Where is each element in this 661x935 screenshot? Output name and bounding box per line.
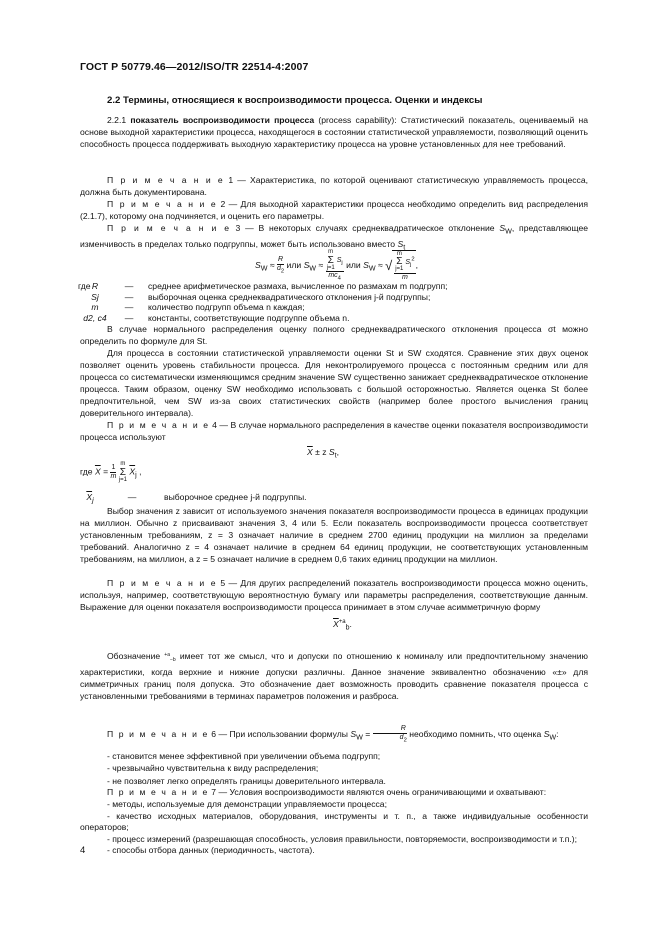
- sqrt-content: [392, 250, 415, 282]
- glossary-desc: выборочная оценка среднеквадратического отклонения j-й подгруппы;: [148, 291, 431, 302]
- den-sub: 4: [337, 275, 341, 282]
- note-1-text: 1 — Характеристика, по которой оценивают статистическую управляемость процесса, должна быть документирована.: [80, 175, 588, 197]
- note-2: [80, 199, 588, 223]
- minus-b: −b: [169, 657, 176, 664]
- note-5: [80, 578, 588, 614]
- list-item: - становится менее эффективной при увеличении объема подгрупп;: [107, 751, 381, 761]
- sum-bottom: j=1: [395, 266, 404, 273]
- note-label: П р и м е ч а н и е: [107, 199, 218, 209]
- xj-desc: выборочное среднее j-й подгруппы.: [164, 492, 307, 502]
- plus-a: +a: [164, 652, 170, 658]
- note-6-text-b: необходимо помнить, что оценка: [406, 728, 544, 739]
- paragraph-z-choice: Выбор значения z зависит от используемого значения показателя воспроизводимости процесса в единицах продукции на миллион. Обычно z присваивают значения 3, 4 или 5. Если показатель воспроизводимости процесса соответствует установленным требованиям, z = 3 означает наличие в среднем 2700 единиц продукции на миллион за пределами требований. Аналогично z = 4 означает наличие в среднем 64 единиц продукции, не соответствующих установленным требованиям, на миллион, а z = 5 означает наличие в среднем 0,6 таких единиц продукции на миллион.: [80, 506, 588, 564]
- approx: ≈: [318, 259, 324, 270]
- glossary-row: где R — среднее арифметическое размаха, вычисленное по размахам m подгрупп;: [78, 281, 448, 291]
- page-number: 4: [80, 845, 86, 856]
- glossary-term: R: [91, 281, 99, 291]
- xj-sub: j: [135, 470, 137, 479]
- sum: m Σ j=1: [326, 249, 335, 271]
- fraction-r-d2: [277, 256, 284, 275]
- xj-sub: j: [92, 496, 94, 505]
- glossary-desc: константы, соответствующие подгруппе объема n.: [148, 312, 350, 323]
- sym: S: [255, 259, 261, 270]
- sum: m Σ j=1: [118, 461, 127, 483]
- sj: S: [336, 256, 342, 264]
- note-3-text-a: 3 — В некоторых случаях среднеквадратическое отклонение: [230, 223, 500, 233]
- definition-english: (process capability): [318, 115, 395, 125]
- glossary-desc: количество подгрупп объема n каждая;: [148, 302, 305, 312]
- den: d: [277, 265, 281, 272]
- den: d: [399, 734, 404, 741]
- list-item: - процесс измерений (разрешающая способность, условия правильности, повторяемости, воспроизводимости и т.п.);: [107, 833, 578, 844]
- asymmetric-formula: $\overline{X}^{+a}_b$.: [333, 619, 352, 632]
- glossary-row: m — количество подгрупп объема n каждая;: [80, 302, 448, 313]
- sym-w-sub: W: [505, 227, 512, 236]
- list-note-7: [80, 799, 588, 857]
- den-sub: 2: [280, 268, 285, 275]
- xj: $\overline{X}$: [129, 466, 136, 477]
- sum: m Σ j=1: [395, 250, 404, 273]
- note-label: П р и м е ч а н и е: [107, 787, 209, 797]
- minus-b: b: [345, 624, 350, 632]
- sum-bottom: j=1: [326, 264, 335, 271]
- notation-post: имеет тот же смысл, что и допуски по отношению к номиналу или предпочтительному значению характеристики, когда верхние и нижние допуски различны. Данное значение эквивалентно обозначению «±» для симметричных границ поля допуска. Это обозначение дает возможность проводить сравнение показателя процесса с установленными требованиями в терминах параметров положения и разброса.: [80, 651, 588, 701]
- note-7: [80, 787, 588, 799]
- sym: S: [303, 259, 310, 270]
- plus-a: +a: [338, 619, 346, 626]
- list-item: - способы отбора данных (периодичность, частота).: [107, 845, 315, 856]
- xbar: $\overline{X}$: [94, 466, 101, 477]
- sw: S: [543, 728, 550, 739]
- den: c: [334, 272, 338, 279]
- sym: W: [309, 264, 317, 273]
- sw: S: [350, 728, 357, 739]
- glossary-term: d2, c4: [83, 312, 107, 323]
- list-item: - методы, используемые для демонстрации управляемости процесса;: [107, 799, 387, 809]
- sym-sw: S: [499, 223, 506, 233]
- sq: 2: [411, 256, 415, 263]
- sj-sub: j: [341, 260, 343, 267]
- sum-top: m: [120, 461, 126, 467]
- definition-number: 2.2.1: [107, 115, 127, 125]
- fraction-sum-sj: [326, 249, 344, 282]
- xbar: $\overline{X}$: [333, 619, 339, 629]
- section-title: 2.2 Термины, относящиеся к воспроизводимости процесса. Оценки и индексы: [107, 95, 483, 106]
- list-note-6: [80, 750, 588, 787]
- note-label: П р и м е ч а н и е: [107, 420, 210, 430]
- den: m: [328, 272, 335, 279]
- definition-paragraph: [80, 115, 588, 151]
- sw-sub: W: [356, 733, 363, 742]
- list-item: - качество исходных материалов, оборудования, инструменты и т. п., а также индивидуальные особенности операторов;: [80, 810, 588, 833]
- st-sub: t: [334, 451, 337, 460]
- num: R: [400, 725, 406, 732]
- definition-term: показатель воспроизводимости процесса: [130, 115, 315, 125]
- approx: ≈: [269, 259, 275, 270]
- sj2-sub: j: [410, 261, 412, 268]
- or-word: или: [286, 259, 302, 270]
- glossary: [80, 281, 448, 323]
- or-word: или: [346, 259, 361, 270]
- den: m: [110, 472, 117, 480]
- note-2-text: 2 — Для выходной характеристики процесса необходимо определить вид распределения (2.1.7), которому она подчиняется, и оценить его параметры.: [80, 199, 588, 221]
- note-label: П р и м е ч а н и е: [107, 175, 225, 185]
- sym: W: [368, 264, 376, 273]
- xj: $\overline{X}$: [86, 492, 93, 502]
- xj-glossary: [80, 492, 307, 506]
- sum-top: m: [396, 250, 402, 257]
- num: 1: [111, 463, 116, 471]
- note-3-text-b: , представляющее изменчивость в пределах только подгруппы, может быть использовано вместо: [80, 223, 589, 249]
- note-label: П р и м е ч а н и е: [107, 728, 209, 739]
- glossary-desc: среднее арифметическое размаха, вычисленное по размахам m подгрупп;: [148, 281, 448, 291]
- paragraph-notation: [80, 650, 588, 703]
- sym: W: [260, 264, 268, 273]
- note-5-text: 5 — Для других распределений показатель воспроизводимости процесса можно оценить, используя, например, соответствующую вероятностную бумагу или параметры распределения, соответствующие данным. Выражение для оценки показателя воспроизводимости процесса принимает в этом случае асимметричную форму: [80, 578, 588, 612]
- list-item: - чрезвычайно чувствительна к виду распределения;: [107, 763, 319, 774]
- glossary-row: d2, c4 — константы, соответствующие подгруппе объема n.: [80, 313, 448, 324]
- glossary-term: m: [91, 302, 99, 312]
- sum-bottom: j=1: [118, 476, 127, 483]
- fraction-1-m: [110, 464, 116, 481]
- paragraph-normal-sigma: В случае нормального распределения оценку полного среднеквадратического отклонения процесса σt можно определить по формуле для St.: [80, 324, 588, 346]
- capability-formula: $\overline{X} \pm z$ $S_t$,: [307, 447, 340, 460]
- sw-sub: W: [549, 733, 557, 742]
- note-1: [80, 175, 588, 199]
- xbar-definition: где $\overline{X}$ = $\frac{1}{m}$ m Σ j=1 $\overline{X}_j$ ,: [80, 461, 142, 483]
- xbar: $\overline{X}$: [307, 447, 313, 457]
- sym-st: S: [397, 238, 404, 249]
- glossary-row: Sj — выборочная оценка среднеквадратического отклонения j-й подгруппы;: [80, 292, 448, 303]
- sum-top: m: [328, 249, 334, 255]
- definition-text: : Статистический показатель, оцениваемый на основе выходной характеристики процесса, находящегося в состоянии статистической управляемости, позволяющий оценить способность процесса поддерживать выходную характеристику процесса на уровне установленных для нее требований.: [80, 115, 588, 149]
- note-label: П р и м е ч а н и е: [107, 223, 231, 233]
- note-6-text-a: 6 — При использовании формулы: [208, 728, 351, 739]
- sj2: S: [405, 258, 411, 266]
- fraction-sum-sj2: [394, 251, 415, 282]
- where-word: где: [80, 466, 93, 477]
- sw-formulas: $S_W$ ≈ $\frac{R}{d_2}$ или $S_W$ ≈ m Σ j=1 $S_j$ $mc_4$ или $S_W$ ≈ √ m Σ j=1 $S_j^2$ m ,: [255, 249, 418, 282]
- glossary-term: Sj: [91, 291, 99, 302]
- note-7-text: 7 — Условия воспроизводимости являются очень ограничивающими и охватывают:: [208, 787, 547, 797]
- list-item: - не позволяет легко определять границы доверительного интервала.: [107, 775, 386, 786]
- fraction-r-d2: [373, 725, 407, 744]
- notation-pre: Обозначение: [107, 651, 161, 661]
- paragraph-convergence: Для процесса в состоянии статистической управляемости оценки St и SW сходятся. Сравнение этих двух оценок позволяет оценить уровень стабильности процесса. Для неконтролируемого процесса с постоянным средним или для процесса со систематически изменяющимся средним значение SW существенно занижает среднеквадратическое отклонение процесса. Таким образом, оценку SW необходимо использовать с большой осторожностью. Является оценка St более предпочтительной, чем SW из-за своих статистических свойств (например более простого вычисления границ доверительного интервала).: [80, 348, 588, 418]
- note-4-text: 4 — В случае нормального распределения в качестве оценки показателя воспроизводимости процесса используют: [80, 420, 589, 442]
- approx: ≈: [377, 259, 383, 270]
- note-4: [80, 420, 588, 444]
- sym: S: [363, 259, 369, 270]
- den-sub: 2: [403, 737, 407, 744]
- sym-t-sub: t: [403, 243, 406, 252]
- document-header: ГОСТ Р 50779.46—2012/ISO/TR 22514-4:2007: [80, 61, 309, 73]
- glossary-row: $\overline{X}_j$ — выборочное среднее j-й подгруппы.: [86, 492, 307, 505]
- note-label: П р и м е ч а н и е: [107, 578, 218, 588]
- st: S: [328, 447, 335, 457]
- note-6: П р и м е ч а н и е 6 — При использовании формулы $S_W$ = $\frac{R}{d_2}$ необходимо помнить, что оценка $S_W$:: [107, 725, 559, 744]
- equals: =: [103, 466, 109, 477]
- num: R: [278, 256, 284, 263]
- den: m: [401, 273, 408, 281]
- pm-z: ± z: [315, 447, 327, 457]
